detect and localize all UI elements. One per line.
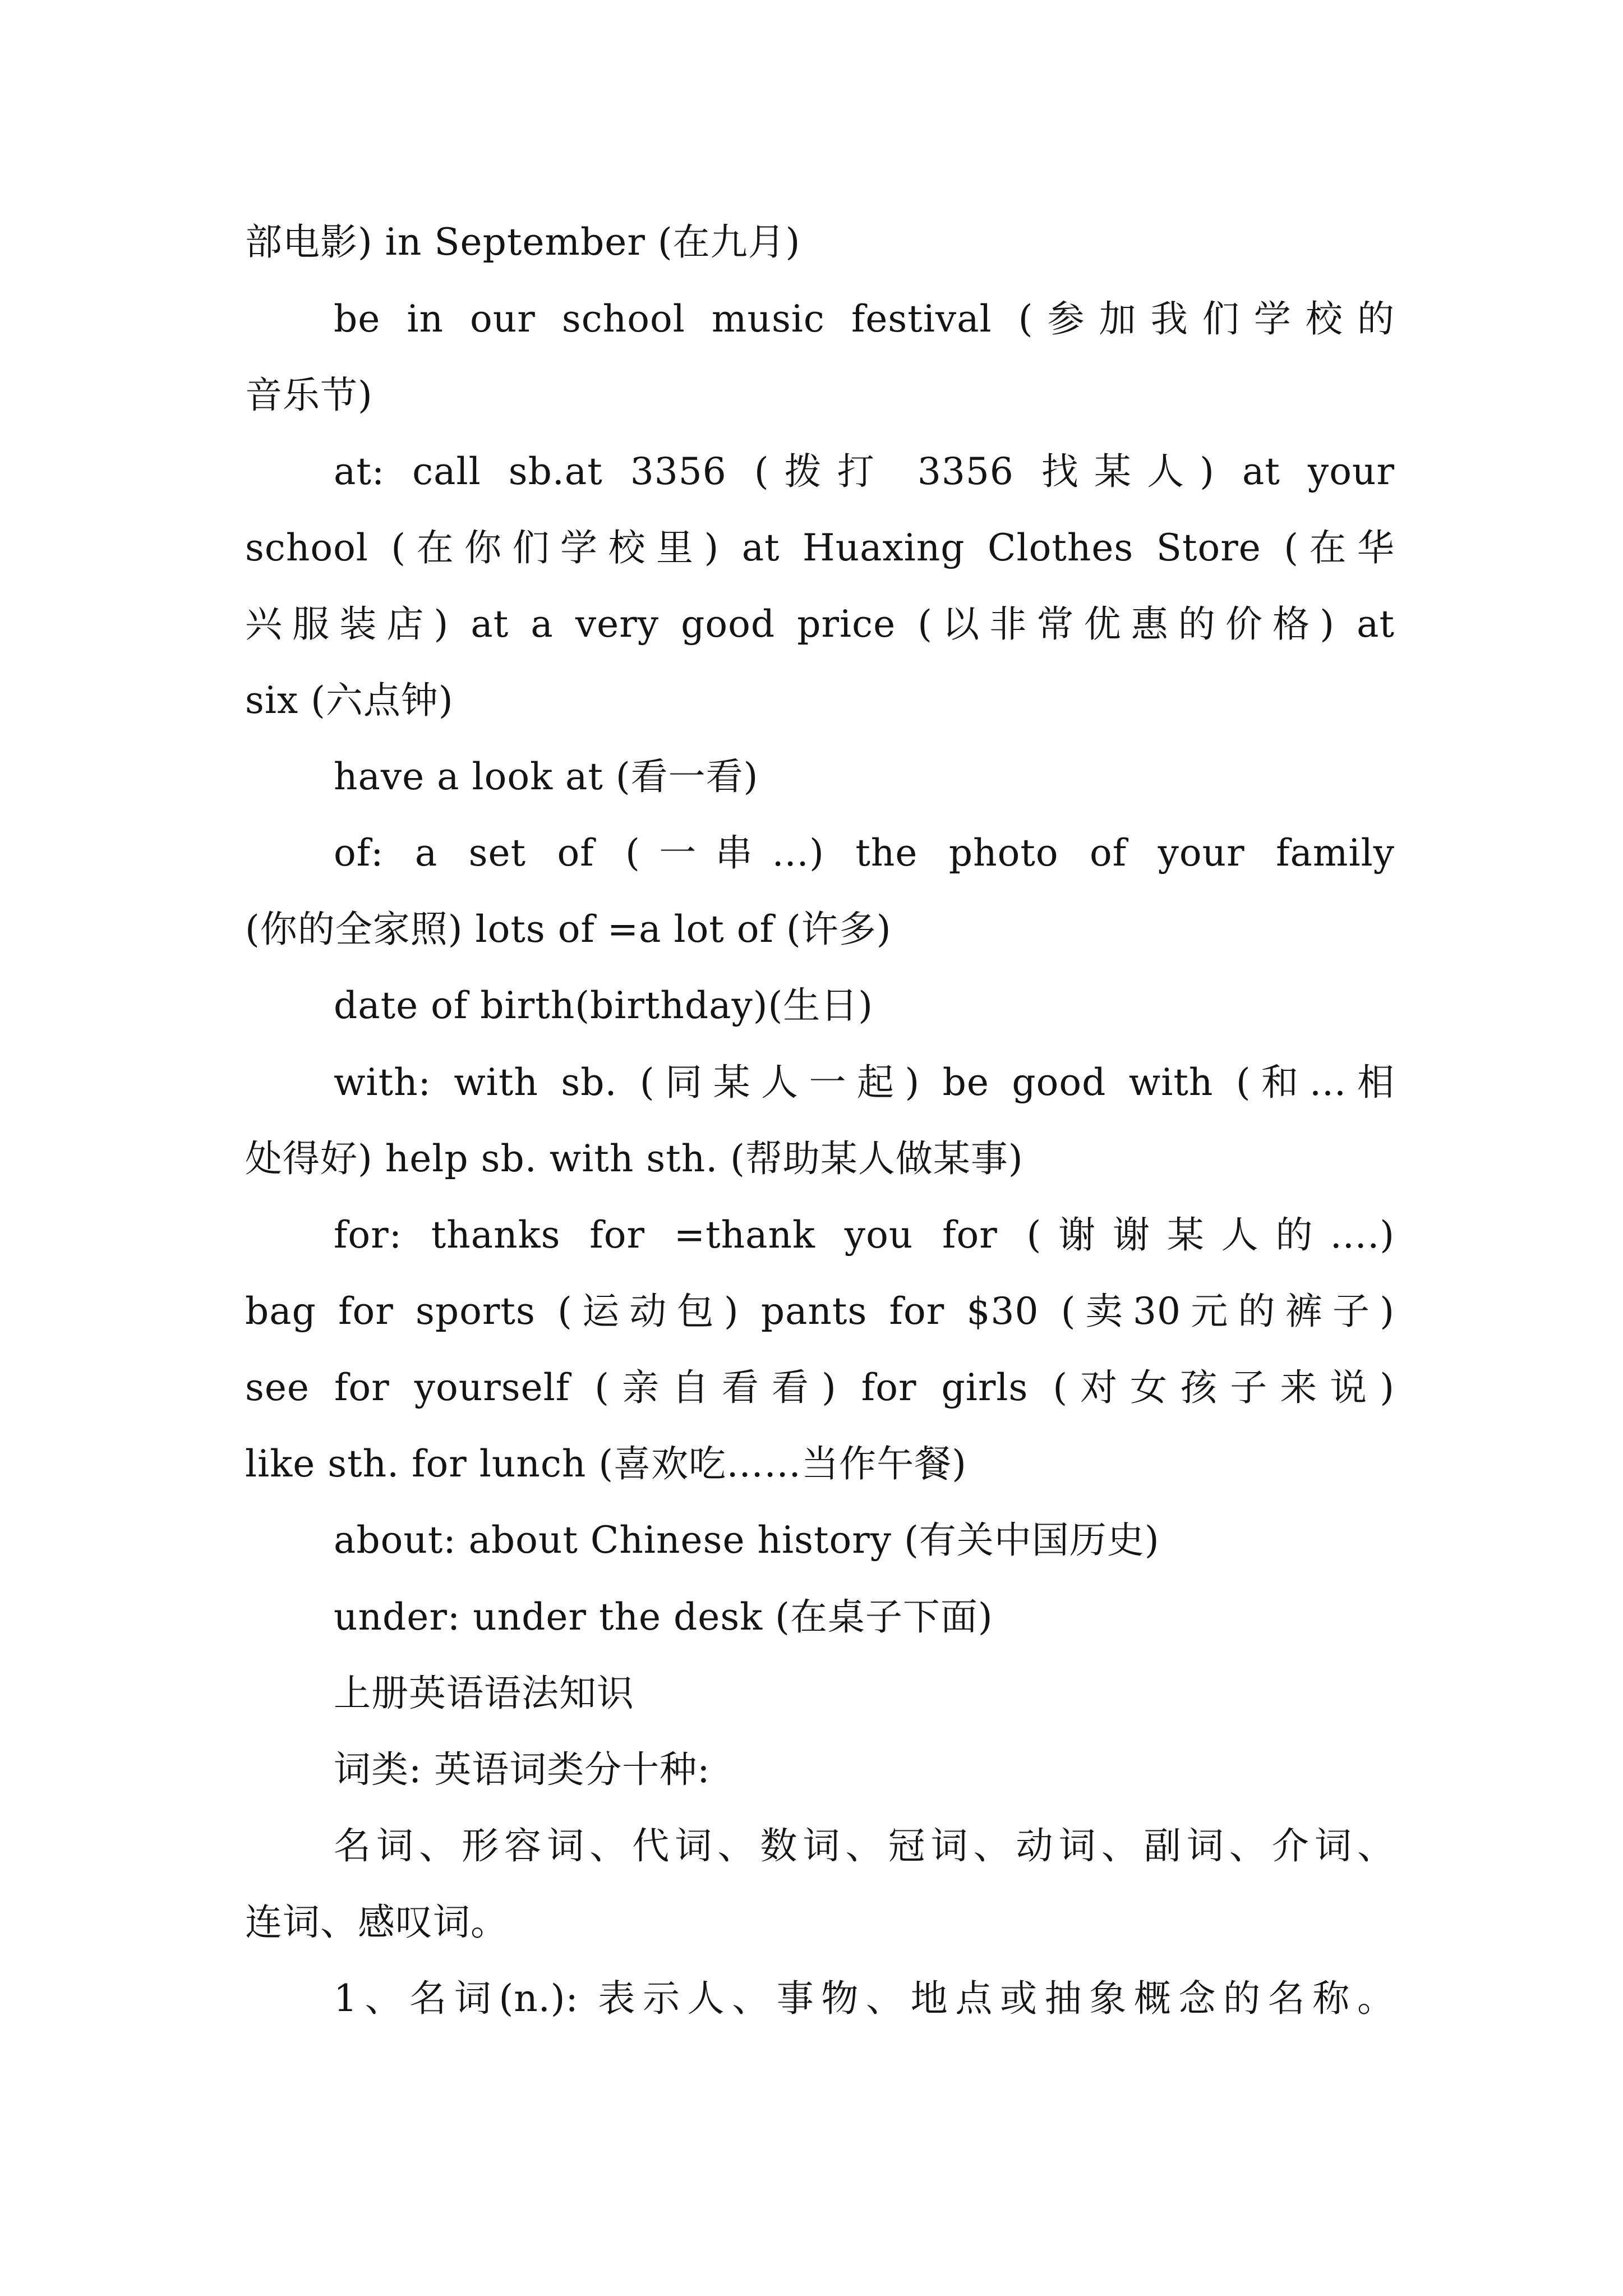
text-line-3: 音乐节): [245, 374, 373, 417]
text-line-19: under: under the desk (在桌子下面): [334, 1595, 993, 1639]
text-line-16: see for yourself (亲自看看) for girls (对女孩子来说): [245, 1366, 1395, 1409]
text-line-9: of: a set of (一串…) the photo of your family: [334, 831, 1395, 875]
text-line-22: 名词、形容词、代词、数词、冠词、动词、副词、介词、: [334, 1824, 1395, 1867]
text-line-23: 连词、感叹词。: [245, 1901, 508, 1944]
text-line-13: 处得好) help sb. with sth. (帮助某人做某事): [245, 1137, 1023, 1180]
text-line-24: 1、名词(n.): 表示人、事物、地点或抽象概念的名称。: [334, 1977, 1395, 2020]
text-line-4: at: call sb.at 3356 (拨打 3356 找某人) at your: [334, 450, 1395, 493]
text-line-14: for: thanks for =thank you for (谢谢某人的….): [334, 1213, 1395, 1257]
text-line-21: 词类: 英语词类分十种:: [334, 1748, 711, 1791]
text-line-18: about: about Chinese history (有关中国历史): [334, 1519, 1160, 1562]
text-line-7: six (六点钟): [245, 679, 454, 722]
text-line-17: like sth. for lunch (喜欢吃……当作午餐): [245, 1442, 967, 1485]
text-line-5: school (在你们学校里) at Huaxing Clothes Store (在华: [245, 526, 1395, 569]
text-line-10: (你的全家照) lots of =a lot of (许多): [245, 908, 892, 951]
section-heading: 上册英语语法知识: [334, 1672, 634, 1715]
text-line-11: date of birth(birthday)(生日): [334, 984, 874, 1027]
text-line-8: have a look at (看一看): [334, 755, 759, 798]
text-line-2: be in our school music festival (参加我们学校的: [334, 297, 1395, 341]
text-line-1: 部电影) in September (在九月): [245, 220, 801, 264]
text-line-15: bag for sports (运动包) pants for $30 (卖30元的裤子): [245, 1290, 1395, 1333]
text-line-6: 兴服装店) at a very good price (以非常优惠的价格) at: [245, 602, 1395, 646]
text-line-12: with: with sb. (同某人一起) be good with (和…相: [334, 1061, 1395, 1104]
